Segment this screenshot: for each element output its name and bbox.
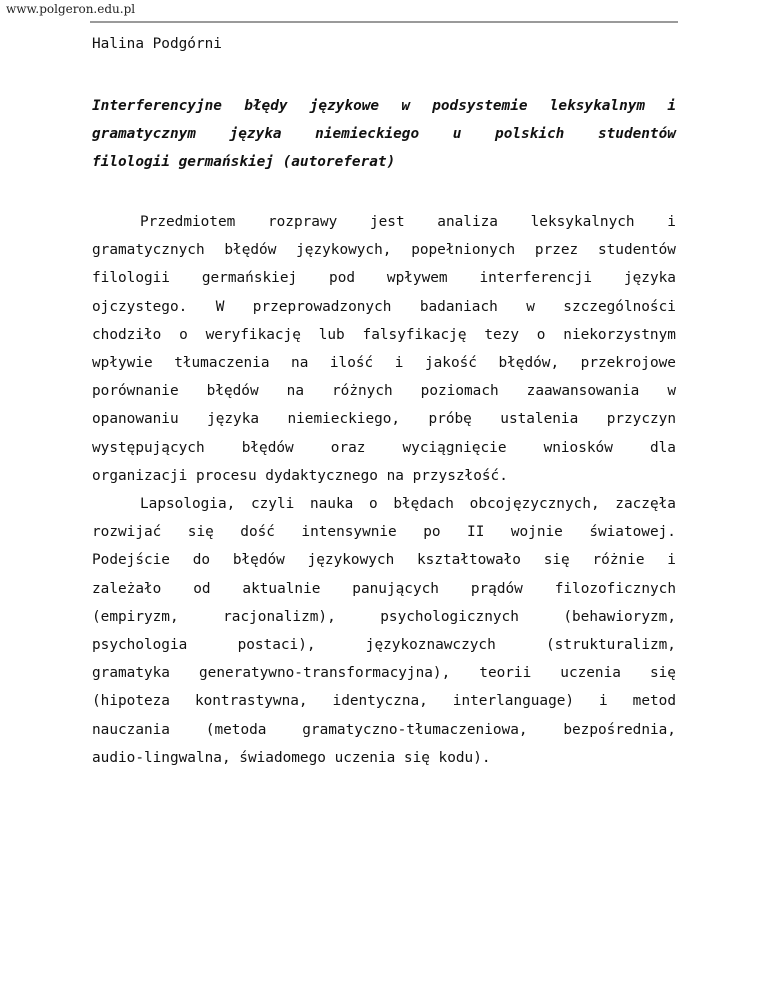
word: (empiryzm, <box>92 608 179 625</box>
word: jakość <box>424 354 477 371</box>
word: Lapsologia, <box>140 496 236 512</box>
paragraph-line <box>92 321 676 349</box>
word: interlanguage) <box>452 693 575 710</box>
word: wpływie <box>92 354 153 371</box>
word: wyciągnięcie <box>402 439 507 456</box>
word: interferencji <box>479 270 593 287</box>
word: i <box>394 354 404 371</box>
word: II <box>467 524 485 541</box>
word: i <box>667 214 676 230</box>
word: nauka <box>309 496 354 512</box>
paragraph-line <box>92 687 676 715</box>
word: językowych, <box>296 242 392 259</box>
word: się <box>543 552 570 569</box>
word: studentów <box>597 126 676 143</box>
word: i <box>667 98 676 114</box>
word: błędy <box>244 98 288 114</box>
word: W <box>215 298 225 315</box>
site-url-header: www.polgeron.edu.pl <box>6 2 136 16</box>
word: i <box>667 552 676 569</box>
word: bezpośrednia, <box>563 721 676 738</box>
word: leksykalnym <box>549 98 646 114</box>
word: opanowaniu <box>92 411 179 428</box>
word: lub <box>318 326 345 343</box>
word: (metoda <box>205 721 267 738</box>
word: weryfikację <box>205 326 301 343</box>
word: się <box>649 665 676 682</box>
paragraph-line: organizacji procesu dydaktycznego na przyszłość. <box>92 467 508 484</box>
word: przeprowadzonych <box>252 298 392 315</box>
paragraph-line <box>92 603 676 631</box>
word: porównanie <box>92 383 179 400</box>
word: w <box>667 383 676 400</box>
word: racjonalizm), <box>223 608 336 625</box>
word: identyczna, <box>332 693 428 710</box>
paragraph-line <box>92 716 676 744</box>
word: tezy <box>484 326 519 343</box>
word: rozwijać <box>92 524 162 541</box>
word: badaniach <box>419 298 498 315</box>
paragraph-line <box>92 405 676 433</box>
word: intensywnie <box>301 524 397 541</box>
word: analiza <box>437 214 498 230</box>
word: zaczęła <box>615 496 676 512</box>
word: psychologicznych <box>380 608 519 625</box>
word: aktualnie <box>242 580 321 597</box>
word: u <box>452 126 462 143</box>
word: dość <box>240 524 275 541</box>
word: się <box>187 524 214 541</box>
paragraph-line <box>92 434 676 462</box>
word: języka <box>623 270 676 287</box>
word: wniosków <box>543 439 613 456</box>
word: wojnie <box>510 524 563 541</box>
paragraph-2 <box>92 490 676 772</box>
word: (behawioryzm, <box>563 608 676 625</box>
word: do <box>192 552 211 569</box>
word: i <box>599 693 608 710</box>
word: o <box>536 326 546 343</box>
word: szczególności <box>563 298 676 315</box>
word: popełnionych <box>411 242 516 259</box>
paragraph-1 <box>92 208 676 490</box>
word: światowej. <box>589 524 676 541</box>
word: zaawansowania <box>526 383 640 400</box>
word: jest <box>369 214 405 230</box>
word: czyli <box>250 496 295 512</box>
author-name: Halina Podgórni <box>92 36 222 52</box>
word: wpływem <box>386 270 448 287</box>
word: błędów <box>206 383 259 400</box>
word: dla <box>649 439 676 456</box>
word: postaci), <box>237 636 316 653</box>
word: niekorzystnym <box>563 326 676 343</box>
word: niemieckiego <box>315 126 420 143</box>
word: kontrastywna, <box>194 693 308 710</box>
paragraph-line <box>92 236 676 264</box>
word: studentów <box>597 242 676 259</box>
paragraph-line <box>92 575 676 603</box>
word: językoznawczych <box>365 636 496 653</box>
word: ilość <box>329 354 374 371</box>
word: na <box>286 383 304 400</box>
paragraph-line <box>92 264 676 292</box>
word: germańskiej <box>201 270 298 287</box>
word: błędów <box>241 439 294 456</box>
word: różnych <box>332 383 393 400</box>
word: podsystemie <box>432 98 528 114</box>
paragraph-line <box>92 659 676 687</box>
title-line: filologii germańskiej (autoreferat) <box>92 154 396 171</box>
word: kształtowało <box>417 552 521 569</box>
word: poziomach <box>420 383 499 400</box>
word: w <box>401 98 410 114</box>
word: w <box>526 298 535 315</box>
word: ustalenia <box>500 411 579 428</box>
word: pod <box>329 270 356 287</box>
paragraph-line <box>92 349 676 377</box>
paragraph-line <box>92 293 676 321</box>
word: uczenia <box>560 665 621 682</box>
word: obcojęzycznych, <box>469 496 600 512</box>
word: niemieckiego, <box>287 411 401 428</box>
word: o <box>368 496 378 512</box>
word: falsyfikację <box>362 326 467 343</box>
word: (strukturalizm, <box>546 636 676 653</box>
word: nauczania <box>92 721 170 738</box>
word: językowe <box>309 98 380 114</box>
word: o <box>179 326 188 343</box>
word: przekrojowe <box>580 354 676 371</box>
paragraph-line <box>92 208 676 236</box>
word: gramatyczno-tłumaczeniowa, <box>302 721 528 738</box>
word: błędów <box>224 242 277 259</box>
word: leksykalnych <box>530 214 635 230</box>
word: polskich <box>495 126 565 143</box>
word: chodziło <box>92 326 162 343</box>
word: różnie <box>592 552 645 569</box>
word: błędów, <box>498 354 560 371</box>
title-line <box>92 92 676 120</box>
word: przez <box>534 242 579 259</box>
word: Interferencyjne <box>92 98 222 114</box>
paragraph-line <box>92 546 676 574</box>
paragraph-line <box>92 631 676 659</box>
word: błędów <box>232 552 285 569</box>
document-title <box>92 92 676 177</box>
word: językowych <box>307 552 395 569</box>
word: błędach <box>393 496 454 512</box>
paragraph-line: audio-lingwalna, świadomego uczenia się kodu). <box>92 749 491 766</box>
word: generatywno-transformacyjna), <box>199 665 451 682</box>
word: filologii <box>92 270 170 287</box>
word: gramatycznych <box>92 242 205 259</box>
word: (hipoteza <box>92 693 170 710</box>
word: gramatyka <box>92 665 170 682</box>
word: Przedmiotem <box>140 214 236 230</box>
word: gramatycznym <box>92 126 196 143</box>
word: rozprawy <box>267 214 338 230</box>
word: psychologia <box>92 636 188 653</box>
word: zależało <box>92 580 162 597</box>
word: występujących <box>92 439 205 456</box>
word: Podejście <box>92 552 170 569</box>
paragraph-line <box>92 377 676 405</box>
word: próbę <box>428 411 472 428</box>
title-line <box>92 120 676 148</box>
word: po <box>423 524 441 541</box>
word: metod <box>632 693 676 710</box>
word: przyczyn <box>606 411 676 428</box>
word: filozoficznych <box>554 580 676 597</box>
word: języka <box>207 411 260 428</box>
word: ojczystego. <box>92 298 188 315</box>
word: oraz <box>330 439 366 456</box>
word: panujących <box>352 580 439 597</box>
paragraph-line <box>92 518 676 546</box>
word: teorii <box>479 665 532 682</box>
word: języka <box>229 126 282 143</box>
word: od <box>193 580 211 597</box>
header-divider <box>90 21 678 23</box>
word: na <box>291 354 309 371</box>
word: prądów <box>470 580 523 597</box>
paragraph-line <box>92 490 676 518</box>
word: tłumaczenia <box>174 354 270 371</box>
